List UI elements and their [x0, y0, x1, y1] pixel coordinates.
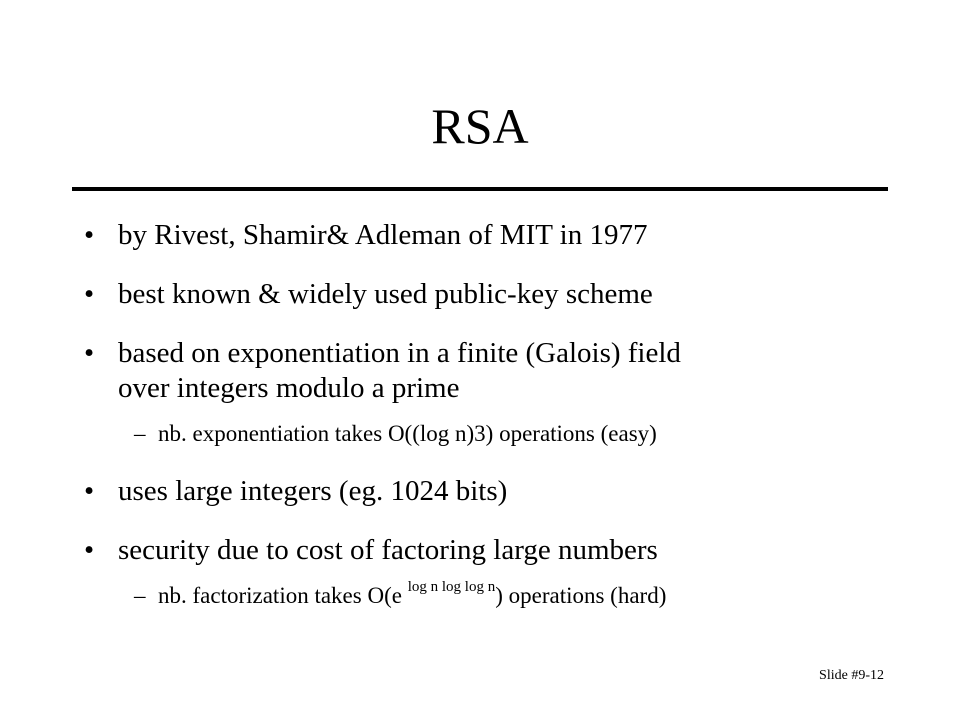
bullet-marker: •	[84, 475, 95, 507]
sub-bullet-marker: –	[134, 583, 146, 608]
bullet-marker: •	[84, 278, 95, 310]
bullet-item	[80, 277, 900, 312]
slide-number: Slide #9-12	[819, 668, 884, 683]
bullet-text-line-2: over integers modulo a prime	[118, 372, 460, 404]
bullet-marker: •	[84, 534, 95, 566]
bullet-marker: •	[84, 337, 95, 369]
bullet-text: best known & widely used public-key scheme	[118, 278, 653, 310]
title-divider	[72, 187, 888, 191]
bullet-item	[80, 533, 900, 568]
sub-bullet-text: nb. exponentiation takes O((log n)3) operations (easy)	[158, 421, 657, 446]
sub-bullet-item	[80, 420, 900, 448]
sub-bullet-text-suffix: ) operations (hard)	[495, 583, 667, 608]
slide-title: RSA	[431, 98, 529, 154]
bullet-item	[80, 336, 900, 406]
sub-bullet-superscript: log n log log n	[407, 579, 496, 595]
sub-bullet-text-prefix: nb. factorization takes O(e	[158, 583, 408, 608]
bullet-text: by Rivest, Shamir& Adleman of MIT in 1977	[118, 219, 648, 251]
bullet-text-line-1: based on exponentiation in a finite (Galois) field	[118, 337, 681, 369]
bullet-marker: •	[84, 219, 95, 251]
bullet-text: security due to cost of factoring large numbers	[118, 534, 658, 566]
bullet-list	[80, 218, 900, 639]
bullet-item	[80, 474, 900, 509]
sub-bullet-marker: –	[134, 421, 146, 446]
bullet-text: uses large integers (eg. 1024 bits)	[118, 475, 508, 507]
bullet-item	[80, 218, 900, 253]
sub-bullet-item	[80, 579, 900, 613]
